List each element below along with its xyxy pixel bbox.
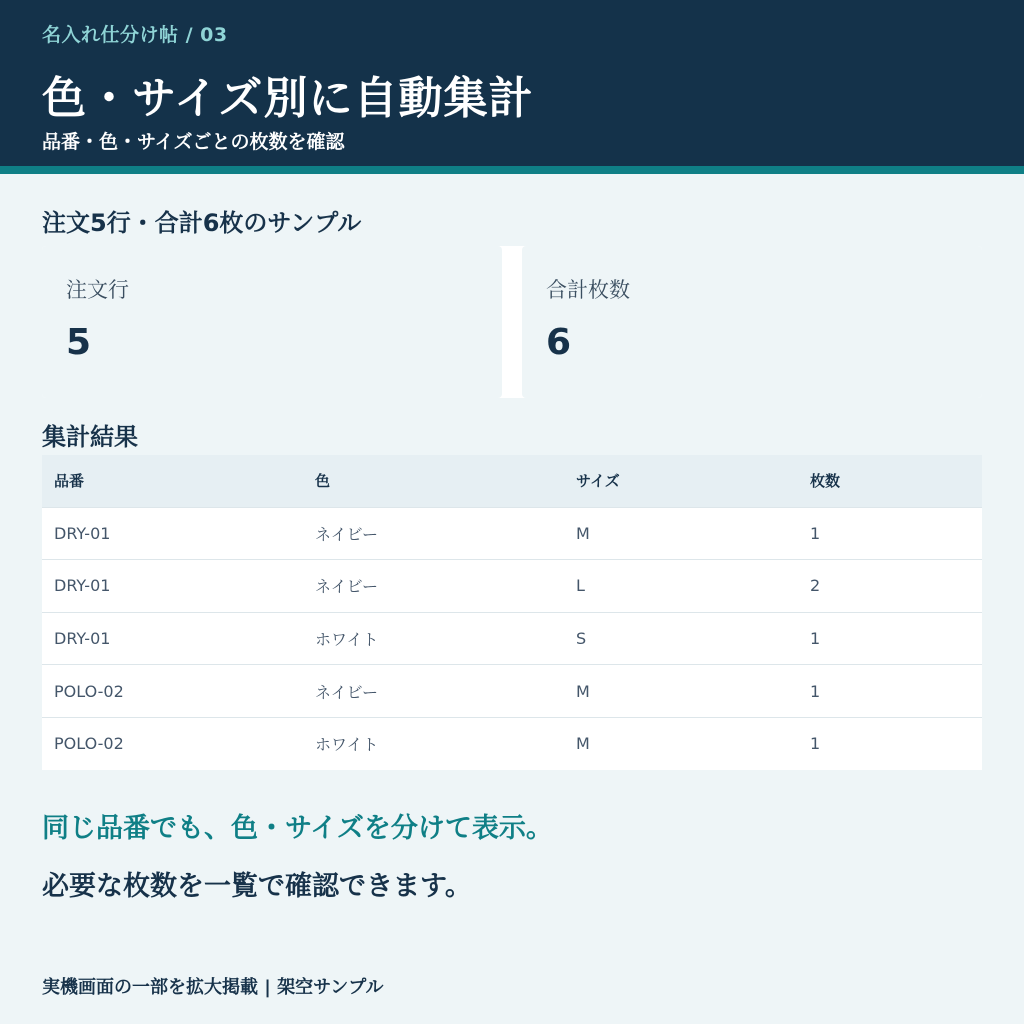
table-row	[42, 612, 982, 665]
cell-color: ネイビー	[303, 665, 564, 718]
cell-item-code: DRY-01	[42, 507, 303, 560]
page-subtitle: 品番・色・サイズごとの枚数を確認	[42, 131, 345, 153]
cell-color: ネイビー	[303, 560, 564, 613]
stat-card-total-count	[522, 246, 982, 398]
column-header-quantity: 枚数	[810, 472, 841, 491]
cell-item-code: DRY-01	[42, 560, 303, 613]
cell-quantity: 1	[798, 717, 982, 770]
cell-size: M	[564, 717, 798, 770]
results-heading: 集計結果	[42, 423, 138, 451]
eyebrow-label: 名入れ仕分け帖 / 03	[42, 24, 228, 46]
cell-size: M	[564, 665, 798, 718]
results-table	[42, 455, 982, 770]
column-header-color: 色	[315, 472, 331, 491]
table-row	[42, 507, 982, 560]
cell-color: ネイビー	[303, 507, 564, 560]
cell-item-code: POLO-02	[42, 665, 303, 718]
stat-label: 注文行	[66, 278, 129, 302]
stat-value: 6	[546, 322, 572, 363]
cell-color: ホワイト	[303, 612, 564, 665]
table-header-row	[42, 455, 982, 507]
table-row	[42, 717, 982, 770]
cell-quantity: 1	[798, 507, 982, 560]
header-banner	[0, 0, 1024, 166]
column-header-item-code: 品番	[54, 472, 85, 491]
summary-note: 必要な枚数を一覧で確認できます。	[42, 871, 472, 902]
highlight-note: 同じ品番でも、色・サイズを分けて表示。	[42, 813, 553, 844]
stat-card-order-rows	[42, 246, 502, 398]
cell-size: M	[564, 507, 798, 560]
cell-size: L	[564, 560, 798, 613]
footer-caption: 実機画面の一部を拡大掲載 | 架空サンプル	[42, 977, 384, 998]
table-row	[42, 665, 982, 718]
cell-quantity: 1	[798, 665, 982, 718]
table-row	[42, 560, 982, 613]
stat-value: 5	[66, 322, 92, 363]
cell-quantity: 2	[798, 560, 982, 613]
column-header-size: サイズ	[576, 472, 620, 491]
sample-heading: 注文5行・合計6枚のサンプル	[42, 209, 362, 237]
cell-color: ホワイト	[303, 717, 564, 770]
cell-quantity: 1	[798, 612, 982, 665]
header-accent-stripe	[0, 166, 1024, 174]
cell-item-code: DRY-01	[42, 612, 303, 665]
cell-size: S	[564, 612, 798, 665]
page-title: 色・サイズ別に自動集計	[42, 73, 534, 124]
stat-label: 合計枚数	[546, 278, 630, 302]
cell-item-code: POLO-02	[42, 717, 303, 770]
